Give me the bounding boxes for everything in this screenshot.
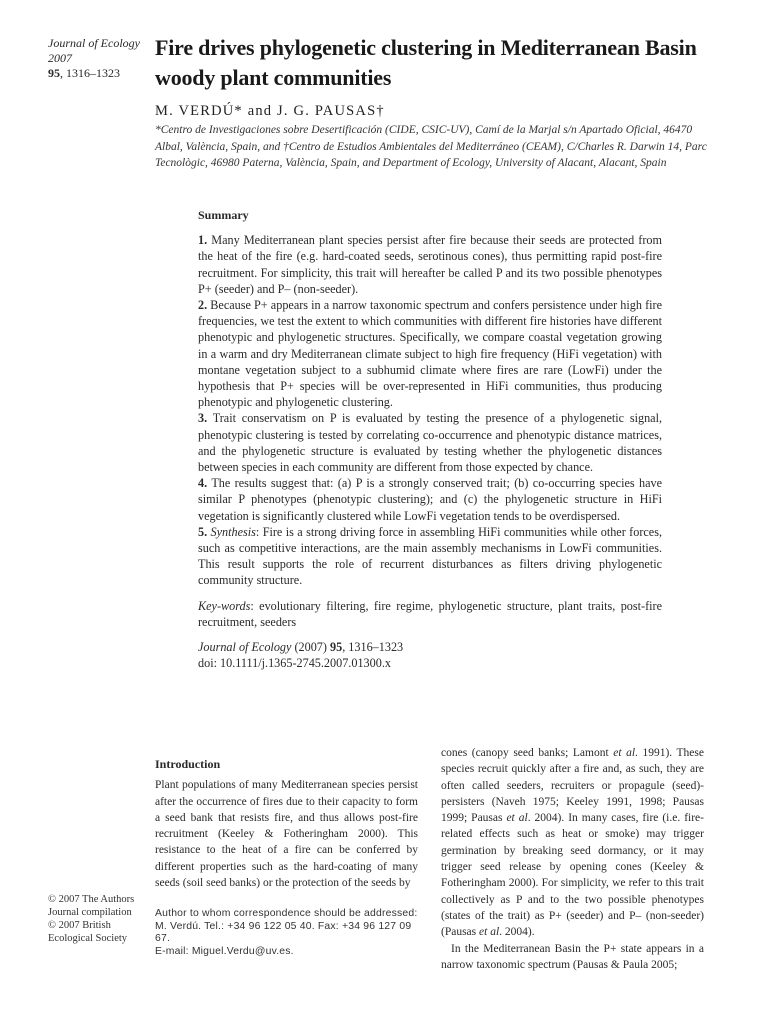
- summary-point-text: Because P+ appears in a narrow taxonomic spectrum and confers persistence under high fire frequencies, we test the extent to which communities with different fire histories have different phenotypic and phylogenetic structures. Specifically, we compare coastal vegetation growing in a warm and dry Mediterranean climate subject to high fire frequency (HiFi vegetation) with montane vegetation subject to a subhumid climate where fires are rare (LowFi) under the hypothesis that P+ species will be over-represented in HiFi communities, thus producing phenotypic and phylogenetic clustering.: [198, 298, 662, 410]
- journal-name: Journal of Ecology: [48, 36, 140, 50]
- summary-point-number: 2.: [198, 298, 208, 313]
- text-run: cones (canopy seed banks; Lamont: [441, 747, 614, 759]
- copyright-notice: [48, 893, 148, 945]
- summary-point-1: [198, 232, 662, 297]
- text-run-italic: et al: [613, 747, 636, 759]
- introduction-paragraph: In the Mediterranean Basin the P+ state appears in a narrow taxonomic spectrum (Pausas & Paula 2005;: [441, 942, 704, 971]
- journal-pages: 1316–1323: [66, 66, 120, 80]
- correspondence-email[interactable]: E-mail: Miguel.Verdu@uv.es.: [155, 945, 294, 957]
- summary-point-number: 3.: [198, 411, 208, 426]
- text-run-italic: et al: [479, 926, 500, 939]
- summary-point-number: 1.: [198, 233, 208, 248]
- text-run-italic: et al: [506, 812, 528, 825]
- copyright-line: Ecological Society: [48, 933, 128, 944]
- doi-link[interactable]: doi: 10.1111/j.1365-2745.2007.01300.x: [198, 656, 391, 671]
- summary-point-text: Many Mediterranean plant species persist after fire because their seeds are protected from the heat of the fire (e.g. hard-coated seeds, serotinous cones), thus permitting rapid post-fire recruitment. For simplicity, this trait will hereafter be called P and its two possible phenotypes P+ (seeder) and P– (non-seeder).: [198, 233, 662, 296]
- text-run: . 2004).: [499, 926, 535, 939]
- summary-point-5: [198, 524, 662, 589]
- summary-point-number: 4.: [198, 476, 208, 491]
- introduction-right-column: [441, 745, 704, 973]
- summary-point-2: [198, 297, 662, 410]
- text-run: . 2004). In many cases, fire (i.e. fire-related effects such as heat or smoke) may trigger germination by breaking seed dormancy, or it may trigger seed release by opening cones (Keeley & Fotheringham 2000). For simplicity, we refer to this trait collectively as P and to the two possible phenotypes (states of the trait) as P+ (seeder) and P– (non-seeder) (Pausas: [441, 812, 704, 939]
- copyright-line: Journal compilation: [48, 907, 132, 918]
- keywords: [198, 598, 662, 630]
- introduction-paragraph: Plant populations of many Mediterranean species persist after the occurrence of fires due to their capacity to form a seed bank that resists fire, and thus allows post-fire recruitment (Keeley & Fotheringham 2000). This resistance to the heat of a fire can be conferred by different properties such as the hard-coating of many seeds (soil seed banks) or the protection of the seeds by: [155, 779, 418, 890]
- summary-point-3: [198, 410, 662, 475]
- summary-point-4: [198, 475, 662, 524]
- summary-heading: Summary: [198, 208, 249, 222]
- correspondence-line: Author to whom correspondence should be addressed:: [155, 908, 418, 919]
- correspondence-line: M. Verdú. Tel.: +34 96 122 05 40. Fax: +34 96 127 09 67.: [155, 920, 412, 944]
- citation-year: (2007): [291, 640, 331, 655]
- keywords-list: : evolutionary filtering, fire regime, phylogenetic structure, plant traits, post-fire recruitment, seeders: [198, 598, 662, 629]
- citation-volume: 95: [330, 640, 343, 655]
- keywords-label: Key-words: [198, 598, 251, 613]
- correspondence-note: [155, 908, 423, 958]
- article-title: Fire drives phylogenetic clustering in Mediterranean Basin woody plant communities: [155, 35, 697, 90]
- article-authors: M. VERDÚ* and J. G. PAUSAS†: [155, 103, 385, 119]
- citation-pages: , 1316–1323: [342, 640, 404, 655]
- author-affiliations: *Centro de Investigaciones sobre Desertificación (CIDE, CSIC-UV), Camí de la Marjal s/n Apartado Oficial, 46470 Albal, València, Spain, and †Centro de Estudios Ambientales del Mediterráneo (CEAM), C/Charles R. Darwin 14, Parc Tecnològic, 46980 Paterna, València, Spain, and Department of Ecology, University of Alacant, Alacant, Spain: [155, 124, 707, 170]
- introduction-left-column: [155, 756, 418, 891]
- summary-point-number: 5.: [198, 524, 208, 539]
- journal-volume: 95: [48, 66, 60, 80]
- summary-section: [198, 207, 662, 671]
- introduction-heading: Introduction: [155, 757, 221, 771]
- journal-year: 2007: [48, 51, 72, 65]
- introduction-paragraph: [441, 745, 704, 941]
- summary-point-text: Trait conservatism on P is evaluated by testing the presence of a phylogenetic signal, phenotypic clustering is tested by correlating co-occurrence and phenotypic distance matrices, and the phylogenetic structure is evaluated by testing whether the phylogenetic distances between species in each community are different from those expected by chance.: [198, 411, 663, 475]
- text-run: . 1991). These species recruit quickly after a fire and, as such, they are often called seeders, recruiters or propagule (seed)-persisters (Naveh 1975; Keeley 1991, 1998; Pausas 1999; Pausas: [441, 747, 704, 825]
- citation-journal: Journal of Ecology: [198, 640, 292, 655]
- journal-info: Journal of Ecology 2007 95, 1316–1323: [48, 36, 143, 81]
- summary-synthesis-label: Synthesis: [210, 524, 256, 539]
- summary-point-text: : Fire is a strong driving force in assembling HiFi communities while other forces, such as competitive interactions, are the main assembly mechanisms in LowFi communities. This result supports the role of recurrent disturbances as filters driving phylogenetic community structure.: [198, 524, 662, 588]
- copyright-line: © 2007 British: [48, 920, 111, 931]
- summary-point-text: The results suggest that: (a) P is a strongly conserved trait; (b) co-occurring species have similar P phenotypes (phenotypic clustering); and (c) the phylogenetic structure in HiFi vegetation is significantly clustered while LowFi vegetation tends to be overdispersed.: [198, 476, 663, 523]
- copyright-line: © 2007 The Authors: [48, 894, 135, 905]
- citation: [198, 639, 662, 671]
